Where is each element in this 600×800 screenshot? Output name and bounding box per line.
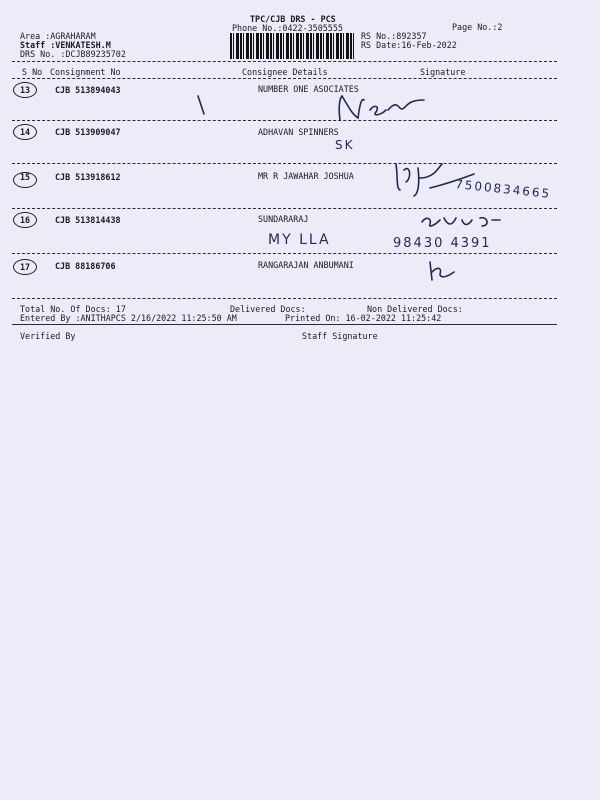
row-divider <box>12 253 557 254</box>
row-consignee: ADHAVAN SPINNERS <box>258 127 339 137</box>
col-sno: S No <box>22 67 43 77</box>
column-divider <box>12 78 557 79</box>
row-consignee: SUNDARARAJ <box>258 214 309 224</box>
document-title: TPC/CJB DRS - PCS <box>250 14 336 24</box>
row-divider <box>12 208 557 209</box>
handwritten-initials: SK <box>335 138 355 152</box>
handwritten-phone: 98430 4391 <box>393 236 492 251</box>
non-delivered-docs: Non Delivered Docs: <box>367 304 463 314</box>
footer-rule <box>12 324 557 325</box>
row-consignee: MR R JAWAHAR JOSHUA <box>258 171 354 181</box>
signature-scribble <box>424 258 464 282</box>
staff-label: Staff :VENKATESH.M <box>20 40 111 50</box>
row-consignment: CJB 513918612 <box>55 172 121 182</box>
row-sno: 14 <box>20 127 31 137</box>
handwritten-name: MY LLA <box>268 232 331 248</box>
row-consignee: RANGARAJAN ANBUMANI <box>258 260 354 270</box>
row-divider <box>12 120 557 121</box>
delivered-docs: Delivered Docs: <box>230 304 306 314</box>
rs-number: RS No.:892357 <box>361 31 427 41</box>
row-sno: 16 <box>20 215 31 225</box>
row-consignment: CJB 513909047 <box>55 127 121 137</box>
row-consignment: CJB 513894043 <box>55 85 121 95</box>
signature-scribble <box>418 212 508 232</box>
area-label: Area :AGRAHARAM <box>20 31 96 41</box>
row-sno: 17 <box>20 262 31 272</box>
rs-date: RS Date:16-Feb-2022 <box>361 40 457 50</box>
total-docs: Total No. Of Docs: 17 <box>20 304 126 314</box>
barcode <box>230 33 356 59</box>
row-sno: 15 <box>20 172 31 182</box>
row-consignment: CJB 513814438 <box>55 215 121 225</box>
col-consignee: Consignee Details <box>242 67 328 77</box>
entered-by: Entered By :ANITHAPCS 2/16/2022 11:25:50 AM <box>20 313 237 323</box>
col-signature: Signature <box>420 67 466 77</box>
page-number: Page No.:2 <box>452 22 503 32</box>
signature-scribble <box>190 92 430 132</box>
phone-number: Phone No.:0422-3505555 <box>232 23 343 33</box>
handwritten-phone: 7500834665 <box>454 177 552 201</box>
header-divider <box>12 61 557 62</box>
drs-number: DRS No. :DCJB89235702 <box>20 49 126 59</box>
footer-divider <box>12 298 557 299</box>
verified-by: Verified By <box>20 331 76 341</box>
printed-on: Printed On: 16-02-2022 11:25:42 <box>285 313 442 323</box>
col-consignment: Consignment No <box>50 67 121 77</box>
row-consignment: CJB 88186706 <box>55 261 116 271</box>
row-consignee: NUMBER ONE ASOCIATES <box>258 84 359 94</box>
staff-signature: Staff Signature <box>302 331 378 341</box>
row-sno: 13 <box>20 85 31 95</box>
